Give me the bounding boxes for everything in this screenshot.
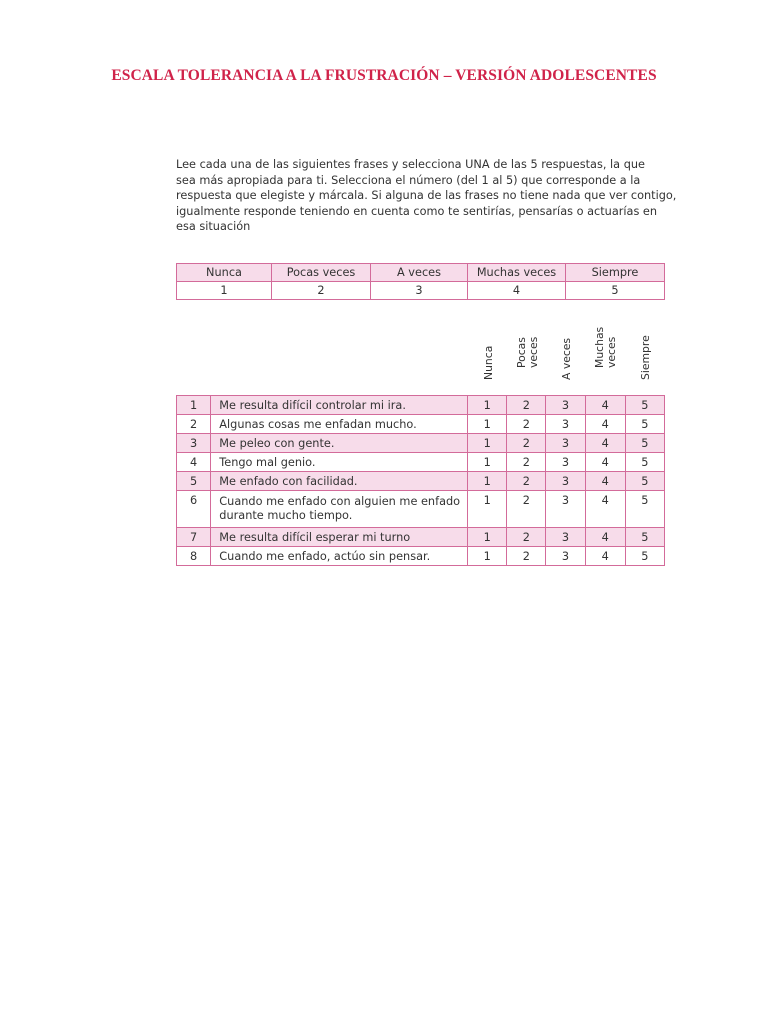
response-option[interactable]: 2 (507, 491, 546, 528)
response-option[interactable]: 3 (546, 453, 585, 472)
item-statement (211, 528, 468, 547)
scale-value: 4 (468, 282, 566, 300)
column-header-label (561, 338, 573, 380)
column-header-line: Pocas (514, 337, 528, 368)
response-option[interactable]: 5 (625, 415, 664, 434)
response-option[interactable]: 2 (507, 547, 546, 566)
response-option[interactable]: 1 (468, 472, 507, 491)
response-option[interactable]: 4 (585, 547, 625, 566)
column-header-line: veces (605, 336, 618, 368)
table-row (177, 415, 665, 434)
response-option[interactable]: 2 (507, 528, 546, 547)
item-number: 4 (177, 453, 211, 472)
rotated-column-headers (469, 326, 665, 392)
item-statement (211, 491, 468, 528)
item-statement-line: durante mucho tiempo. (219, 509, 353, 522)
item-statement-line: Me resulta difícil controlar mi ira. (219, 398, 406, 412)
table-row (177, 396, 665, 415)
response-option[interactable]: 3 (546, 472, 585, 491)
response-option[interactable]: 3 (546, 434, 585, 453)
response-option[interactable]: 3 (546, 415, 585, 434)
response-option[interactable]: 4 (585, 415, 625, 434)
instructions-line: sea más apropiada para ti. Selecciona el número (del 1 al 5) que corresponde a la (176, 173, 641, 187)
column-header-label (640, 335, 652, 380)
response-option[interactable]: 5 (625, 453, 664, 472)
column-header-label (483, 346, 495, 380)
item-statement-line: Me enfado con facilidad. (219, 474, 358, 488)
response-option[interactable]: 1 (468, 547, 507, 566)
table-row (177, 547, 665, 566)
column-header (547, 332, 586, 392)
instructions-line: Lee cada una de las siguientes frases y selecciona UNA de las 5 respuestas, la que (176, 158, 645, 171)
response-option[interactable]: 1 (468, 491, 507, 528)
item-statement (211, 396, 468, 415)
instructions-paragraph (176, 157, 676, 235)
column-header-line: Siempre (638, 335, 652, 380)
response-option[interactable]: 1 (468, 453, 507, 472)
response-option[interactable]: 1 (468, 434, 507, 453)
scale-value: 2 (272, 282, 371, 300)
item-number: 6 (177, 491, 211, 528)
column-header (469, 332, 508, 392)
column-header-line: veces (526, 336, 540, 368)
scale-label: Muchas veces (468, 264, 566, 282)
items-table (176, 395, 665, 566)
response-option[interactable]: 2 (507, 396, 546, 415)
column-header-label (516, 337, 540, 368)
item-number: 2 (177, 415, 211, 434)
instructions-line: igualmente responde teniendo en cuenta como te sentirías, pensarías o actuarías en (176, 204, 658, 218)
scale-labels-row (177, 264, 665, 282)
item-statement-line: Tengo mal genio. (219, 455, 316, 469)
item-statement (211, 453, 468, 472)
item-statement-line: Cuando me enfado con alguien me enfado (219, 494, 461, 508)
response-option[interactable]: 2 (507, 434, 546, 453)
scale-value: 3 (371, 282, 468, 300)
item-number: 1 (177, 396, 211, 415)
table-row (177, 472, 665, 491)
item-statement-line: Me peleo con gente. (219, 436, 335, 450)
response-scale-table (176, 263, 665, 300)
item-statement-line: Cuando me enfado, actúo sin pensar. (219, 549, 431, 563)
response-option[interactable]: 4 (585, 528, 625, 547)
response-option[interactable]: 1 (468, 415, 507, 434)
response-option[interactable]: 4 (585, 453, 625, 472)
response-option[interactable]: 5 (625, 491, 664, 528)
column-header-line: A veces (559, 337, 573, 380)
item-statement-line: Algunas cosas me enfadan mucho. (219, 417, 417, 431)
scale-label: A veces (371, 264, 468, 282)
item-statement (211, 415, 468, 434)
scale-value: 5 (566, 282, 665, 300)
item-statement (211, 434, 468, 453)
response-option[interactable]: 5 (625, 434, 664, 453)
table-row (177, 528, 665, 547)
response-option[interactable]: 3 (546, 528, 585, 547)
response-option[interactable]: 3 (546, 396, 585, 415)
instructions-line: esa situación (176, 220, 251, 234)
scale-label: Siempre (566, 264, 665, 282)
response-option[interactable]: 2 (507, 472, 546, 491)
scale-values-row (177, 282, 665, 300)
response-option[interactable]: 1 (468, 528, 507, 547)
response-option[interactable]: 4 (585, 472, 625, 491)
response-option[interactable]: 5 (625, 472, 664, 491)
column-header-line: Nunca (481, 345, 495, 380)
column-header-line: Muchas (593, 326, 606, 368)
instructions-line: respuesta que elegiste y márcala. Si alguna de las frases no tiene nada que ver contigo, (176, 189, 677, 203)
response-option[interactable]: 2 (507, 415, 546, 434)
response-option[interactable]: 4 (585, 396, 625, 415)
response-option[interactable]: 5 (625, 547, 664, 566)
scale-label: Pocas veces (272, 264, 371, 282)
column-header (508, 332, 547, 392)
column-header (626, 332, 665, 392)
table-row (177, 434, 665, 453)
response-option[interactable]: 3 (546, 547, 585, 566)
response-option[interactable]: 4 (585, 491, 625, 528)
response-option[interactable]: 5 (625, 528, 664, 547)
scale-label: Nunca (177, 264, 272, 282)
item-number: 3 (177, 434, 211, 453)
item-number: 7 (177, 528, 211, 547)
table-row (177, 491, 665, 528)
response-option[interactable]: 5 (625, 396, 664, 415)
scale-value: 1 (177, 282, 272, 300)
column-header (586, 326, 626, 392)
response-option[interactable]: 2 (507, 453, 546, 472)
item-statement-line: Me resulta difícil esperar mi turno (219, 530, 411, 544)
item-number: 8 (177, 547, 211, 566)
table-row (177, 453, 665, 472)
column-header-label (594, 327, 618, 368)
item-statement (211, 547, 468, 566)
response-option[interactable]: 3 (546, 491, 585, 528)
response-option[interactable]: 4 (585, 434, 625, 453)
document-title: ESCALA TOLERANCIA A LA FRUSTRACIÓN – VERSIÓN ADOLESCENTES (111, 67, 657, 84)
item-statement (211, 472, 468, 491)
item-number: 5 (177, 472, 211, 491)
response-option[interactable]: 1 (468, 396, 507, 415)
